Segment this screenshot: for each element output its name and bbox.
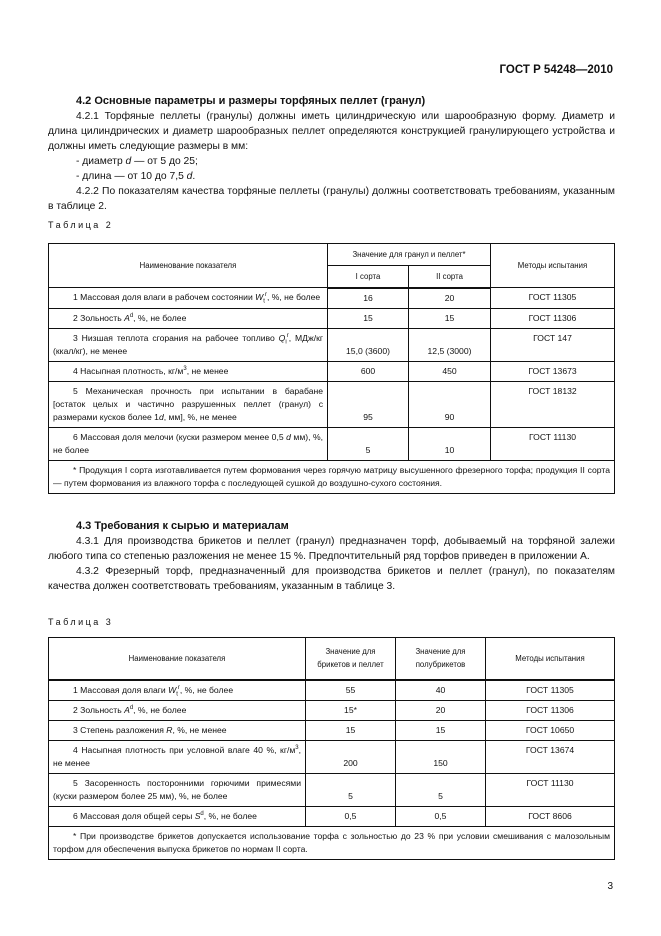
method-cell: ГОСТ 11306: [491, 308, 615, 328]
table-row: [49, 288, 615, 309]
indicator-name: 1 Массовая доля влаги в рабочем состоянии $W_t^r$, %, не более: [49, 288, 328, 309]
column-header: Методы испытания: [491, 244, 615, 288]
value-cell: 5: [396, 773, 486, 806]
text: — от 5 до 25;: [131, 156, 198, 167]
value-cell: 5: [328, 427, 409, 460]
value-cell: 450: [409, 361, 491, 381]
list-item: [48, 169, 615, 184]
value-cell: 15,0 (3600): [328, 328, 409, 361]
paragraph: 4.3.2 Фрезерный торф, предназначенный для производства брикетов и пеллет (гранул), по показателям качества должен соответствовать требованиям, указанным в таблице 3.: [48, 566, 615, 592]
document-header: ГОСТ Р 54248—2010: [499, 64, 613, 76]
value-cell: 40: [396, 680, 486, 701]
table-row: [49, 740, 615, 773]
method-cell: ГОСТ 11130: [491, 427, 615, 460]
indicator-name: 2 Зольность $A^d$, %, не более: [49, 700, 306, 720]
value-cell: 200: [306, 740, 396, 773]
column-header: II сорта: [409, 266, 491, 288]
indicator-name: 4 Насыпная плотность, $кг/м^3$, не менее: [49, 361, 328, 381]
paragraph: 4.3.1 Для производства брикетов и пеллет (гранул) предназначен торф, добываемый на торфяной залежи любого типа со степенью разложения не менее 15 %. Предпочтительный ряд торфов приведен в приложении А.: [48, 536, 615, 562]
value-cell: 5: [306, 773, 396, 806]
method-cell: ГОСТ 11130: [486, 773, 615, 806]
value-cell: 15: [409, 308, 491, 328]
text: - длина — от 10 до 7,5: [76, 171, 187, 182]
page-number: 3: [607, 881, 613, 892]
column-header: Значение для брикетов и пеллет: [306, 638, 396, 680]
table-row: [49, 806, 615, 826]
text: - диаметр: [76, 156, 126, 167]
column-header: I сорта: [328, 266, 409, 288]
method-cell: ГОСТ 147: [491, 328, 615, 361]
paragraph: 4.2.1 Торфяные пеллеты (гранулы) должны иметь цилиндрическую или шарообразную форму. Диаметр и длина цилиндрических и диаметр шарообразных пеллет определяются конструкцией гранулирующего устройства и должны иметь следующие размеры в мм:: [48, 111, 615, 152]
method-cell: ГОСТ 13674: [486, 740, 615, 773]
indicator-name: 5 Механическая прочность при испытании в барабане [остаток целых и частично разрушенных пеллет (гранул) с размерами кусков более 1d, мм], %, не менее: [49, 381, 328, 427]
section-title: 4.2 Основные параметры и размеры торфяных пеллет (гранул): [76, 95, 426, 107]
section-4-2: [48, 94, 615, 214]
table-footnote: * Продукция I сорта изготавливается путем формования через горячую матрицу высушенного фрезерного торфа; продукция II сорта — путем формования из влажного торфа с последующей сушкой до воздушно-сухого состояния.: [49, 460, 615, 493]
value-cell: 600: [328, 361, 409, 381]
table-2: [48, 243, 615, 494]
method-cell: ГОСТ 11306: [486, 700, 615, 720]
value-cell: 16: [328, 288, 409, 309]
value-cell: 15: [396, 720, 486, 740]
method-cell: ГОСТ 11305: [486, 680, 615, 701]
indicator-name: 2 Зольность $A^d$, %, не более: [49, 308, 328, 328]
method-cell: ГОСТ 8606: [486, 806, 615, 826]
column-header: Значение для полубрикетов: [396, 638, 486, 680]
text: d: [125, 156, 132, 167]
text: .: [192, 171, 196, 182]
column-header: Наименование показателя: [49, 638, 306, 680]
table-caption: Таблица 2: [48, 220, 114, 230]
value-cell: 20: [409, 288, 491, 309]
indicator-name: 5 Засоренность посторонними горючими примесями (куски размером более 25 мм), %, не более: [49, 773, 306, 806]
method-cell: ГОСТ 18132: [491, 381, 615, 427]
table-row: [49, 720, 615, 740]
indicator-name: 6 Массовая доля общей серы $S^d$, %, не более: [49, 806, 306, 826]
table-row: [49, 427, 615, 460]
table-row: [49, 381, 615, 427]
table-row: [49, 308, 615, 328]
value-cell: 95: [328, 381, 409, 427]
indicator-name: 4 Насыпная плотность при условной влаге 40 %, $кг/м^3$, не менее: [49, 740, 306, 773]
column-header: Наименование показателя: [49, 244, 328, 288]
value-cell: 15: [306, 720, 396, 740]
indicator-name: 3 Низшая теплота сгорания на рабочее топливо $Q_i^r$, МДж/кг (ккал/кг), не менее: [49, 328, 328, 361]
value-cell: 12,5 (3000): [409, 328, 491, 361]
value-cell: 90: [409, 381, 491, 427]
value-cell: 10: [409, 427, 491, 460]
table-row: [49, 773, 615, 806]
text: d: [186, 171, 193, 182]
indicator-name: 6 Массовая доля мелочи (куски размером менее 0,5 d мм), %, не более: [49, 427, 328, 460]
value-cell: 15*: [306, 700, 396, 720]
value-cell: 20: [396, 700, 486, 720]
table-caption: Таблица 3: [48, 617, 114, 627]
value-cell: 15: [328, 308, 409, 328]
paragraph: 4.2.2 По показателям качества торфяные пеллеты (гранулы) должны соответствовать требованиям, указанным в таблице 2.: [48, 186, 615, 212]
table-footnote: * При производстве брикетов допускается использование торфа с зольностью до 23 % при условии смешивания с малозольным торфом для обеспечения выпуска брикетов по нормам II сорта.: [49, 826, 615, 859]
table-row: [49, 700, 615, 720]
method-cell: ГОСТ 13673: [491, 361, 615, 381]
table-row: [49, 680, 615, 701]
value-cell: 150: [396, 740, 486, 773]
table-3: [48, 637, 615, 860]
section-title: 4.3 Требования к сырью и материалам: [76, 520, 289, 532]
column-header: Значение для гранул и пеллет*: [328, 244, 491, 266]
column-header: Методы испытания: [486, 638, 615, 680]
indicator-name: 3 Степень разложения R, %, не менее: [49, 720, 306, 740]
value-cell: 0,5: [306, 806, 396, 826]
table-row: [49, 361, 615, 381]
table-row: [49, 328, 615, 361]
value-cell: 0,5: [396, 806, 486, 826]
method-cell: ГОСТ 10650: [486, 720, 615, 740]
value-cell: 55: [306, 680, 396, 701]
method-cell: ГОСТ 11305: [491, 288, 615, 309]
indicator-name: 1 Массовая доля влаги $W_t^r$, %, не более: [49, 680, 306, 701]
section-4-3: [48, 519, 615, 594]
list-item: [48, 154, 615, 169]
